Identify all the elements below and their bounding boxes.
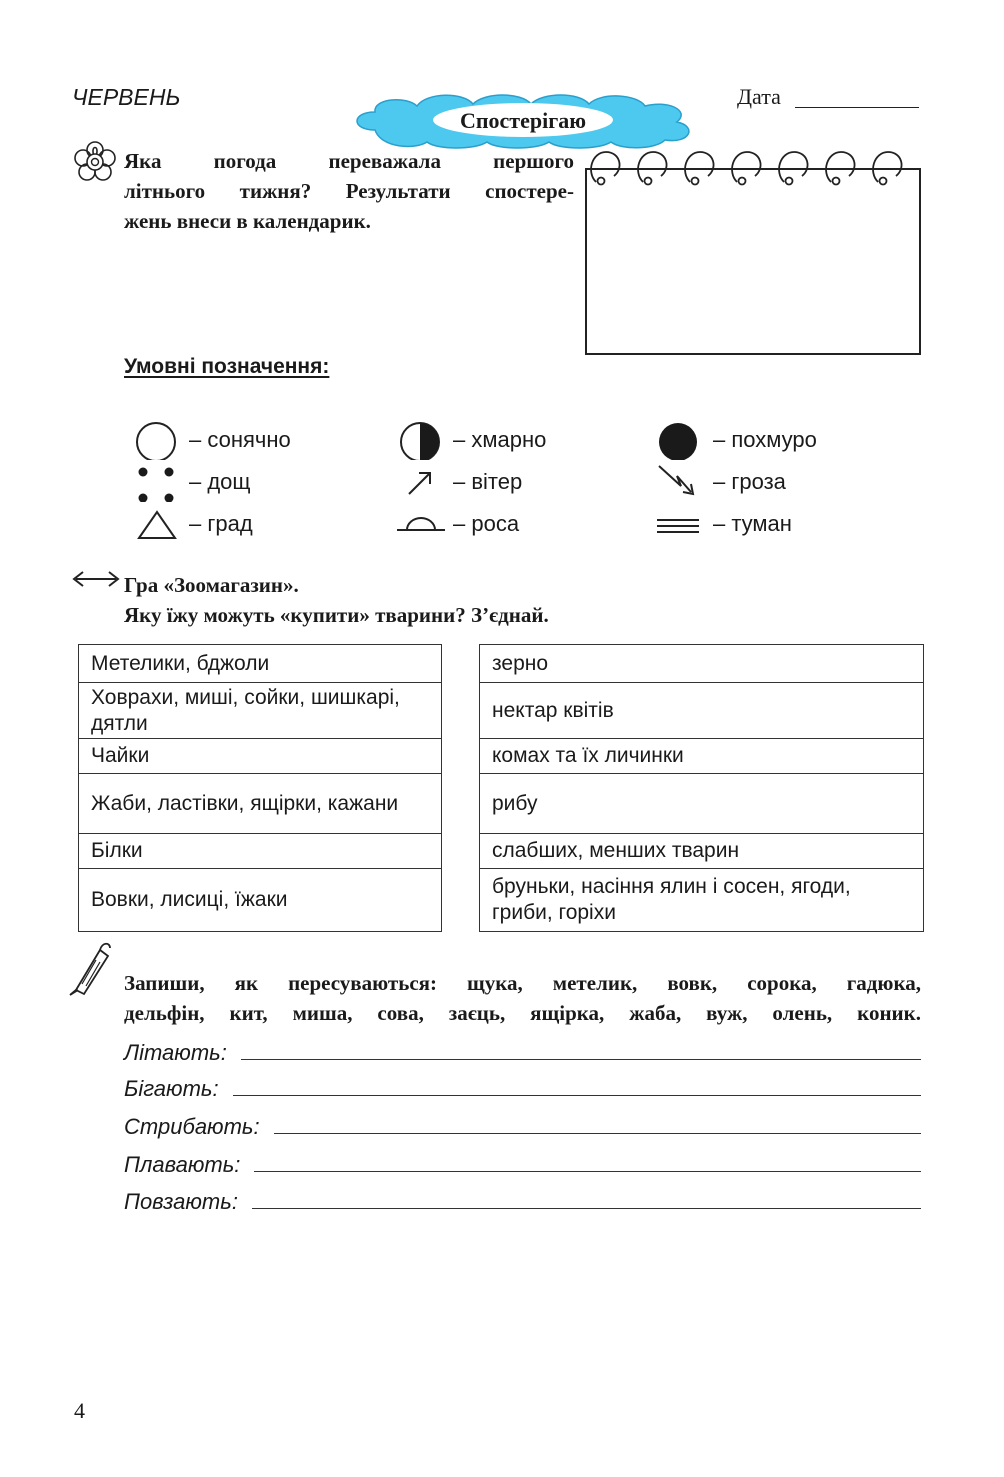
task-movement: [124, 968, 921, 1028]
table-row: [480, 645, 924, 683]
table-row: [480, 869, 924, 932]
table-row: [79, 739, 442, 774]
rain-dots-icon: [133, 462, 181, 502]
legend-item-storm: [655, 462, 786, 502]
triangle-icon: [133, 504, 181, 544]
answer-row-swimming: [124, 1144, 921, 1178]
task-line: жень внеси в календарик.: [124, 209, 371, 233]
filled-circle-icon: [655, 420, 705, 460]
legend-item-cloudy: [397, 420, 546, 460]
sun-circle-icon: [133, 420, 181, 460]
table-row: [79, 683, 442, 739]
table-row: [79, 645, 442, 683]
legend-item-sunny: [133, 420, 291, 460]
task-line: літнього тижня? Результати спостере-: [124, 179, 574, 203]
flower-icon: [70, 140, 120, 186]
legend-item-hail: [133, 504, 253, 544]
game-question: Яку їжу можуть «купити» тварини? З’єднай.: [124, 603, 549, 627]
food-cell[interactable]: зерно: [480, 645, 924, 683]
answer-label: Літають:: [124, 1040, 227, 1065]
food-cell[interactable]: бруньки, насіння ялин і сосен, ягоди, гриби, горіхи: [480, 869, 924, 932]
animals-table: [78, 644, 442, 932]
legend-label: – хмарно: [453, 427, 547, 452]
task-line: Яка погода переважала першого: [124, 149, 574, 173]
task-line: Запиши, як пересуваються: щука, метелик, вовк, сорока, гадюка,: [124, 971, 921, 995]
legend-label: – туман: [713, 511, 792, 536]
table-row: [79, 834, 442, 869]
answer-row-flying: [124, 1032, 921, 1066]
answer-line[interactable]: [274, 1133, 921, 1134]
answer-label: Повзають:: [124, 1189, 238, 1214]
legend-row: [133, 504, 893, 544]
answer-line[interactable]: [252, 1208, 921, 1209]
game-task: [124, 570, 549, 630]
section-title: Спостерігаю: [459, 108, 587, 133]
legend-label: – похмуро: [713, 427, 817, 452]
notebook-page: [586, 169, 920, 354]
task-weather-question: [124, 146, 574, 236]
food-cell[interactable]: слабших, менших тварин: [480, 834, 924, 869]
legend-title: Умовні позначення:: [124, 355, 330, 378]
legend-label: – дощ: [189, 469, 251, 494]
table-row: [79, 774, 442, 834]
legend-label: – гроза: [713, 469, 786, 494]
foods-table: [479, 644, 924, 932]
legend-item-dew: [397, 504, 519, 544]
calendar-notebook[interactable]: [584, 146, 924, 358]
legend-item-fog: [655, 504, 792, 544]
food-cell[interactable]: комах та їх личинки: [480, 739, 924, 774]
answer-label: Стрибають:: [124, 1114, 260, 1139]
lightning-icon: [655, 462, 705, 502]
animal-cell[interactable]: Метелики, бджоли: [79, 645, 442, 683]
legend-item-wind: [397, 462, 522, 502]
table-row: [79, 869, 442, 932]
answer-label: Плавають:: [124, 1152, 241, 1177]
table-row: [480, 774, 924, 834]
animal-cell[interactable]: Вовки, лисиці, їжаки: [79, 869, 442, 932]
legend-label: – град: [189, 511, 253, 536]
answer-line[interactable]: [254, 1171, 921, 1172]
month-heading: ЧЕРВЕНЬ: [72, 84, 181, 110]
food-cell[interactable]: нектар квітів: [480, 683, 924, 739]
animal-cell[interactable]: Жаби, ластівки, ящірки, кажани: [79, 774, 442, 834]
legend-row: [133, 420, 893, 460]
animal-cell[interactable]: Ховрахи, миші, сойки, шишкарі, дятли: [79, 683, 442, 739]
task-line: дельфін, кит, миша, сова, заєць, ящірка, жаба, вуж, олень, коник.: [124, 1001, 921, 1025]
food-cell[interactable]: рибу: [480, 774, 924, 834]
answer-line[interactable]: [233, 1095, 921, 1096]
game-title: Гра «Зоомагазин».: [124, 573, 299, 597]
pen-icon: [66, 940, 112, 996]
answer-label: Бігають:: [124, 1076, 219, 1101]
legend-item-rain: [133, 462, 251, 502]
double-arrow-icon: [70, 568, 122, 590]
legend-row: [133, 462, 893, 502]
date-input-line[interactable]: [795, 107, 919, 108]
half-circle-icon: [397, 420, 445, 460]
date-label: Дата: [737, 84, 781, 109]
legend-label: – вітер: [453, 469, 523, 494]
answer-line[interactable]: [241, 1059, 921, 1060]
answer-row-jumping: [124, 1106, 921, 1140]
animal-cell[interactable]: Чайки: [79, 739, 442, 774]
legend-item-overcast: [655, 420, 817, 460]
dew-icon: [397, 504, 445, 544]
wind-arrow-icon: [397, 462, 445, 502]
table-row: [480, 834, 924, 869]
animal-cell[interactable]: Білки: [79, 834, 442, 869]
legend-label: – сонячно: [189, 427, 291, 452]
legend-label: – роса: [453, 511, 520, 536]
answer-row-running: [124, 1068, 921, 1102]
table-row: [480, 683, 924, 739]
table-row: [480, 739, 924, 774]
section-cloud-banner: [345, 90, 700, 150]
fog-lines-icon: [655, 504, 705, 544]
answer-row-crawling: [124, 1181, 921, 1215]
page-number: 4: [74, 1398, 85, 1423]
